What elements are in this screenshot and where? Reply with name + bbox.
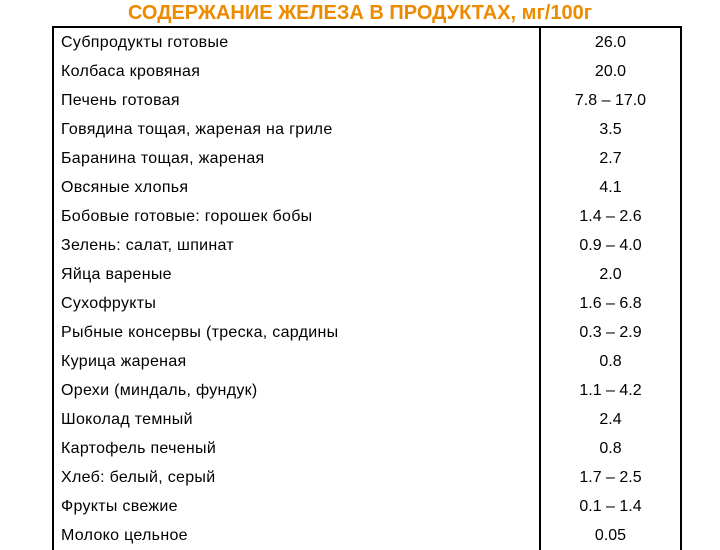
iron-value-cell: 1.4 – 2.6	[579, 207, 642, 225]
table-row	[54, 434, 680, 463]
iron-value-cell: 0.8	[599, 352, 622, 370]
table-row	[54, 260, 680, 289]
table-row	[54, 144, 680, 173]
product-cell: Картофель печеный	[54, 434, 540, 463]
table-body	[54, 28, 680, 550]
product-cell: Хлеб: белый, серый	[54, 463, 540, 492]
product-cell: Колбаса кровяная	[54, 57, 540, 86]
product-cell: Овсяные хлопья	[54, 173, 540, 202]
product-cell: Фрукты свежие	[54, 492, 540, 521]
page-title: СОДЕРЖАНИЕ ЖЕЛЕЗА В ПРОДУКТАХ, мг/100г	[127, 2, 593, 24]
table-row	[54, 521, 680, 550]
iron-value-cell: 0.8	[599, 439, 622, 457]
product-cell: Курица жареная	[54, 347, 540, 376]
table-row	[54, 376, 680, 405]
product-cell: Молоко цельное	[54, 521, 540, 550]
table-row	[54, 318, 680, 347]
iron-value-cell: 2.0	[599, 265, 622, 283]
table-row	[54, 347, 680, 376]
iron-value-cell: 0.05	[594, 526, 627, 544]
data-table	[54, 28, 680, 550]
table-row	[54, 28, 680, 57]
table-row	[54, 202, 680, 231]
product-cell: Печень готовая	[54, 86, 540, 115]
table-row	[54, 86, 680, 115]
iron-content-table	[52, 26, 682, 550]
iron-value-cell: 2.7	[599, 149, 622, 167]
iron-value-cell: 0.9 – 4.0	[579, 236, 642, 254]
table-row	[54, 463, 680, 492]
iron-value-cell: 2.4	[599, 410, 622, 428]
table-row	[54, 492, 680, 521]
iron-value-cell: 1.1 – 4.2	[579, 381, 642, 399]
iron-value-cell: 7.8 – 17.0	[574, 91, 647, 109]
table-row	[54, 405, 680, 434]
iron-value-cell: 0.3 – 2.9	[579, 323, 642, 341]
product-cell: Шоколад темный	[54, 405, 540, 434]
table-row	[54, 57, 680, 86]
product-cell: Зелень: салат, шпинат	[54, 231, 540, 260]
product-cell: Орехи (миндаль, фундук)	[54, 376, 540, 405]
product-cell: Сухофрукты	[54, 289, 540, 318]
iron-value-cell: 0.1 – 1.4	[579, 497, 642, 515]
product-cell: Бобовые готовые: горошек бобы	[54, 202, 540, 231]
iron-value-cell: 4.1	[599, 178, 622, 196]
iron-value-cell: 1.6 – 6.8	[579, 294, 642, 312]
product-cell: Субпродукты готовые	[54, 28, 540, 57]
iron-value-cell: 3.5	[599, 120, 622, 138]
table-row	[54, 289, 680, 318]
table-row	[54, 231, 680, 260]
product-cell: Говядина тощая, жареная на гриле	[54, 115, 540, 144]
iron-value-cell: 1.7 – 2.5	[579, 468, 642, 486]
product-cell: Баранина тощая, жареная	[54, 144, 540, 173]
product-cell: Яйца вареные	[54, 260, 540, 289]
iron-value-cell: 26.0	[594, 33, 627, 51]
table-row	[54, 173, 680, 202]
product-cell: Рыбные консервы (треска, сардины	[54, 318, 540, 347]
table-row	[54, 115, 680, 144]
iron-value-cell: 20.0	[594, 62, 627, 80]
